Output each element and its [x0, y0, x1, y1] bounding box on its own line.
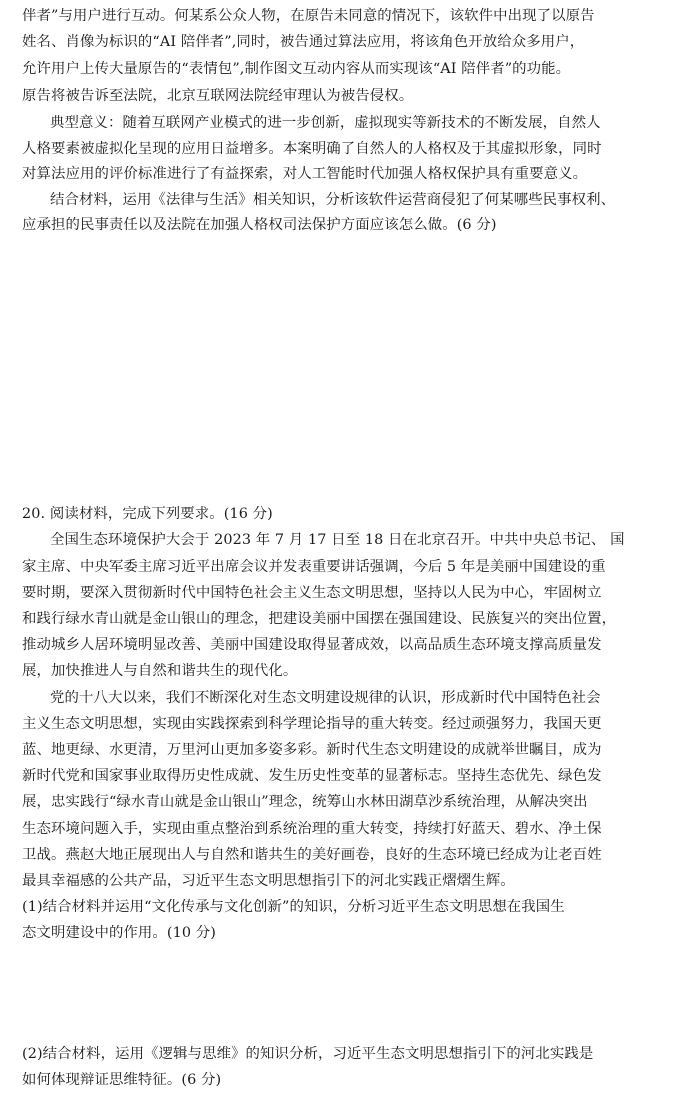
text-line: 蓝、地更绿、水更清，万里河山更加多姿多彩。新时代生态文明建设的成就举世瞩目，成为 — [22, 742, 602, 758]
text-line: 要时期，要深入贯彻新时代中国特色社会主义生态文明思想，坚持以人民为中心，牢固树立 — [22, 585, 602, 601]
text-line: 最具幸福感的公共产品，习近平生态文明思想指引下的河北实践正熠熠生辉。 — [22, 873, 515, 889]
text-line: 党的十八大以来，我们不断深化对生态文明建设规律的认识，形成新时代中国特色社会 — [50, 690, 601, 706]
text-line: 新时代党和国家事业取得历史性成就、发生历史性变革的显著标志。坚持生态优先、绿色发 — [22, 768, 602, 784]
text-line: 原告将被告诉至法院，北京互联网法院经审理认为被告侵权。 — [22, 88, 414, 104]
text-line: 人格要素被虚拟化呈现的应用日益增多。本案明确了自然人的人格权及于其虚拟形象，同时 — [22, 141, 602, 157]
text-line: 生态环境问题入手，实现由重点整治到系统治理的重大转变，持续打好蓝天、碧水、净土保 — [22, 821, 602, 837]
question-line: 态文明建设中的作用。(10 分) — [22, 925, 217, 941]
question-line: 应承担的民事责任以及法院在加强人格权司法保护方面应该怎么做。(6 分) — [22, 217, 497, 233]
text-line: 典型意义：随着互联网产业模式的进一步创新，虚拟现实等新技术的不断发展，自然人 — [50, 115, 601, 131]
text-line: 和践行绿水青山就是金山银山的理念，把建设美丽中国摆在强国建设、民族复兴的突出位置， — [22, 611, 617, 627]
question-line: (2)结合材料，运用《逻辑与思维》的知识分析，习近平生态文明思想指引下的河北实践是 — [22, 1046, 594, 1062]
text-line: 推动城乡人居环境明显改善、美丽中国建设取得显著成效，以高品质生态环境支撑高质量发 — [22, 637, 602, 653]
text-line: 家主席、中央军委主席习近平出席会议并发表重要讲话强调，今后 5 年是美丽中国建设的重 — [22, 559, 606, 575]
text-line: 展，忠实践行“绿水青山就是金山银山”理念，统筹山水林田湖草沙系统治理，从解决突出 — [22, 794, 588, 810]
text-line: 对算法应用的评价标准进行了有益探索，对人工智能时代加强人格权保护具有重要意义。 — [22, 166, 588, 182]
question-line: 如何体现辩证思维特征。(6 分) — [22, 1072, 222, 1088]
question-header: 20. 阅读材料，完成下列要求。(16 分) — [22, 506, 273, 522]
question-line: (1)结合材料并运用“文化传承与文化创新”的知识，分析习近平生态文明思想在我国生 — [22, 899, 565, 915]
text-line: 允许用户上传大量原告的“表情包”,制作图文互动内容从而实现该“AI 陪伴者”的功能。 — [22, 61, 571, 77]
text-line: 卫战。燕赵大地正展现出人与自然和谐共生的美好画卷，良好的生态环境已经成为让老百姓 — [22, 847, 602, 863]
question-line: 结合材料，运用《法律与生活》相关知识，分析该软件运营商侵犯了何某哪些民事权利、 — [50, 192, 616, 208]
text-line: 展，加快推进人与自然和谐共生的现代化。 — [22, 663, 298, 679]
text-line: 主义生态文明思想，实现由实践探索到科学理论指导的重大转变。经过顽强努力，我国天更 — [22, 716, 602, 732]
text-line: 姓名、肖像为标识的“AI 陪伴者”,同时，被告通过算法应用，将该角色开放给众多用户， — [22, 34, 585, 50]
text-line: 全国生态环境保护大会于 2023 年 7 月 17 日至 18 日在北京召开。中共中央总书记、 国 — [50, 532, 625, 548]
text-line: 伴者”与用户进行互动。何某系公众人物，在原告未同意的情况下，该软件中出现了以原告 — [22, 8, 595, 24]
